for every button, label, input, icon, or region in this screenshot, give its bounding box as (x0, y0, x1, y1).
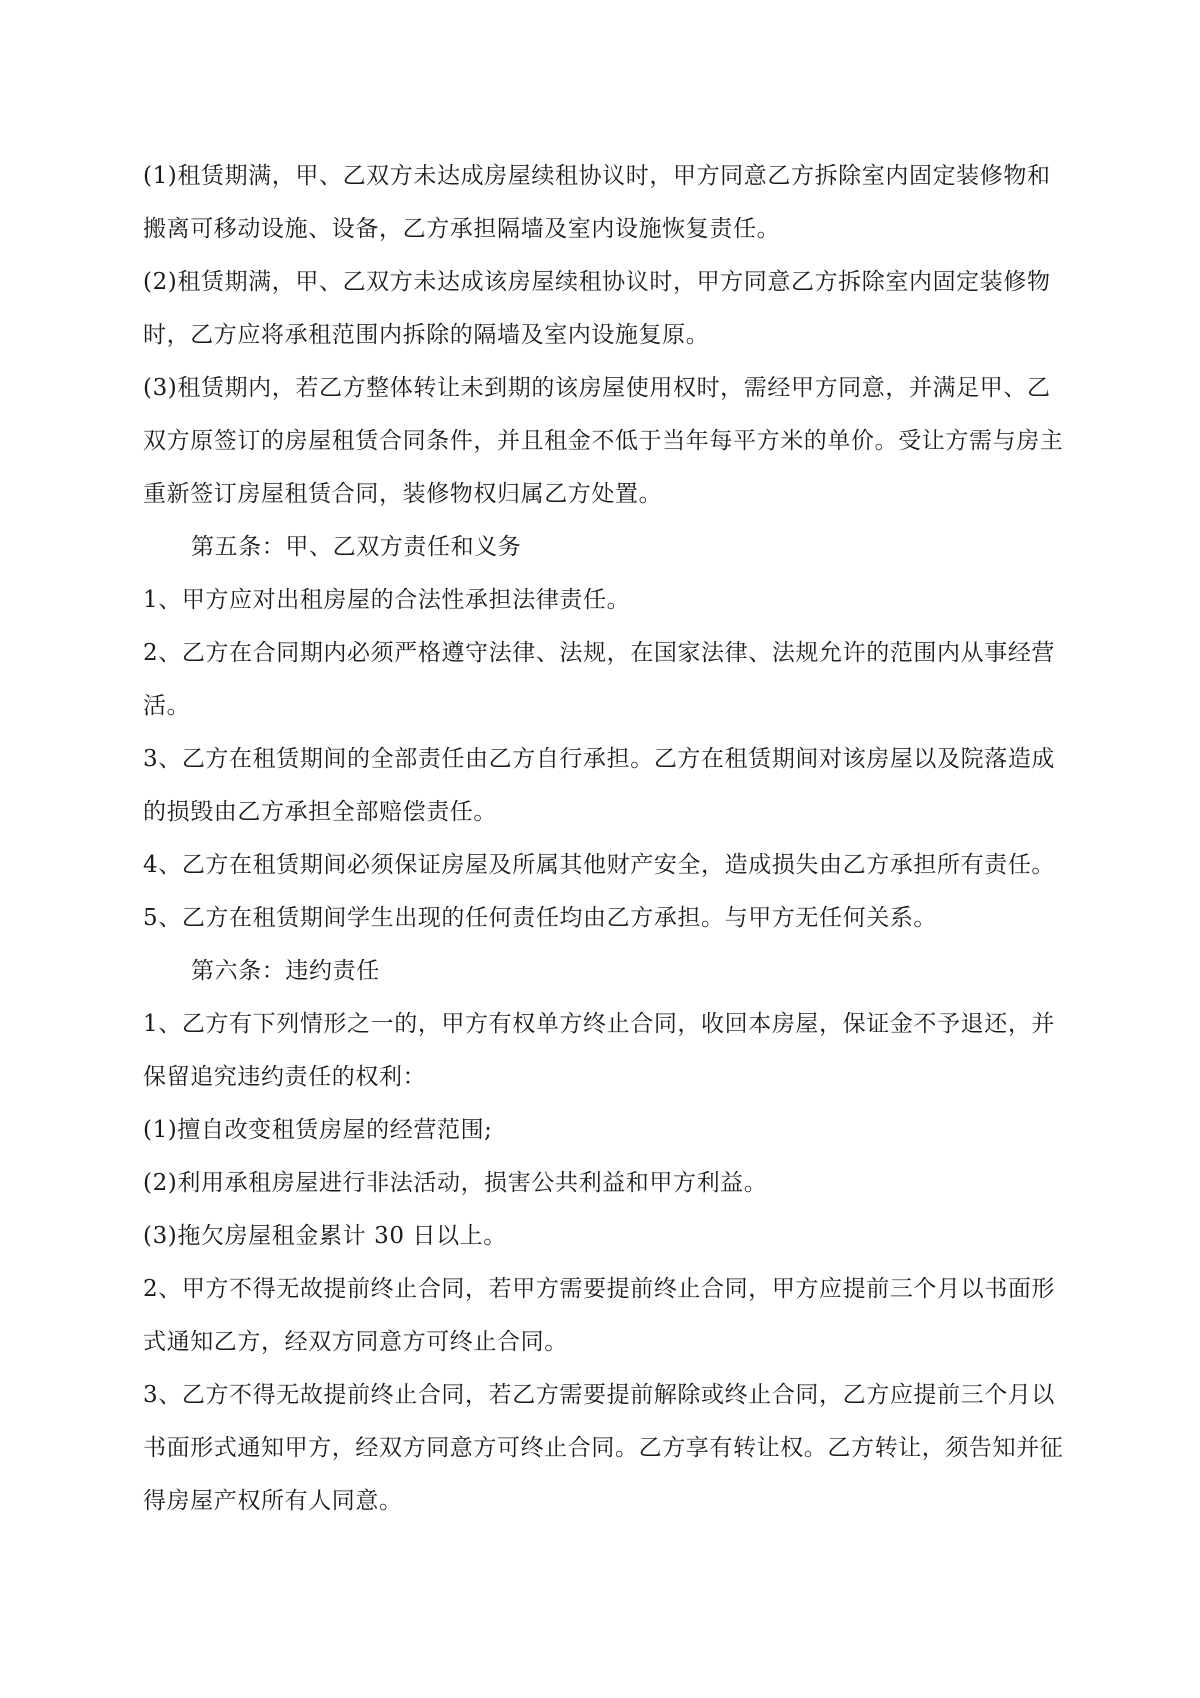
clause-item (143, 839, 1063, 892)
text-line: (1)擅自改变租赁房屋的经营范围; (143, 1117, 493, 1143)
clause-item (143, 1263, 1063, 1369)
text-line: (2)租赁期满，甲、乙双方未达成该房屋续租协议时，甲方同意乙方拆除室内固定装修物 (143, 269, 1051, 295)
text-line: 1、乙方有下列情形之一的，甲方有权单方终止合同，收回本房屋，保证金不予退还，并 (143, 1011, 1056, 1037)
clause-item (143, 998, 1063, 1104)
clause-item (143, 150, 1063, 256)
clause-item (143, 1157, 1063, 1210)
text-line: 4、乙方在租赁期间必须保证房屋及所属其他财产安全，造成损失由乙方承担所有责任。 (143, 852, 1056, 878)
clause-item (143, 733, 1063, 839)
text-line: 得房屋产权所有人同意。 (143, 1488, 403, 1514)
text-line: 时，乙方应将承租范围内拆除的隔墙及室内设施复原。 (143, 322, 710, 348)
text-line: (3)拖欠房屋租金累计 30 日以上。 (143, 1223, 507, 1249)
clause-item (143, 627, 1063, 733)
text-line: 5、乙方在租赁期间学生出现的任何责任均由乙方承担。与甲方无任何关系。 (143, 905, 938, 931)
clause-item (143, 574, 1063, 627)
text-line: 式通知乙方，经双方同意方可终止合同。 (143, 1329, 568, 1355)
text-line: (1)租赁期满，甲、乙双方未达成房屋续租协议时，甲方同意乙方拆除室内固定装修物和 (143, 163, 1051, 189)
text-line: 活。 (143, 693, 191, 719)
section-heading (143, 521, 1063, 574)
text-line: 双方原签订的房屋租赁合同条件，并且租金不低于当年每平方米的单价。受让方需与房主 (143, 428, 1064, 454)
clause-item (143, 256, 1063, 362)
text-line: (3)租赁期内，若乙方整体转让未到期的该房屋使用权时，需经甲方同意，并满足甲、乙 (143, 375, 1051, 401)
text-line: 书面形式通知甲方，经双方同意方可终止合同。乙方享有转让权。乙方转让，须告知并征 (143, 1435, 1064, 1461)
clause-item (143, 1104, 1063, 1157)
clause-item (143, 1210, 1063, 1263)
document-body (143, 150, 1063, 1528)
text-line: (2)利用承租房屋进行非法活动，损害公共利益和甲方利益。 (143, 1170, 768, 1196)
text-line: 2、甲方不得无故提前终止合同，若甲方需要提前终止合同，甲方应提前三个月以书面形 (143, 1276, 1056, 1302)
text-line: 重新签订房屋租赁合同，装修物权归属乙方处置。 (143, 481, 663, 507)
text-line: 保留追究违约责任的权利： (143, 1064, 427, 1090)
text-line: 3、乙方在租赁期间的全部责任由乙方自行承担。乙方在租赁期间对该房屋以及院落造成 (143, 746, 1056, 772)
text-line: 的损毁由乙方承担全部赔偿责任。 (143, 799, 497, 825)
clause-item (143, 362, 1063, 521)
text-line: 搬离可移动设施、设备，乙方承担隔墙及室内设施恢复责任。 (143, 216, 781, 242)
heading-text: 第五条：甲、乙双方责任和义务 (191, 534, 522, 560)
section-heading (143, 945, 1063, 998)
clause-item (143, 892, 1063, 945)
heading-text: 第六条：违约责任 (191, 958, 380, 984)
text-line: 2、乙方在合同期内必须严格遵守法律、法规，在国家法律、法规允许的范围内从事经营 (143, 640, 1056, 666)
text-line: 3、乙方不得无故提前终止合同，若乙方需要提前解除或终止合同，乙方应提前三个月以 (143, 1382, 1056, 1408)
text-line: 1、甲方应对出租房屋的合法性承担法律责任。 (143, 587, 631, 613)
clause-item (143, 1369, 1063, 1528)
